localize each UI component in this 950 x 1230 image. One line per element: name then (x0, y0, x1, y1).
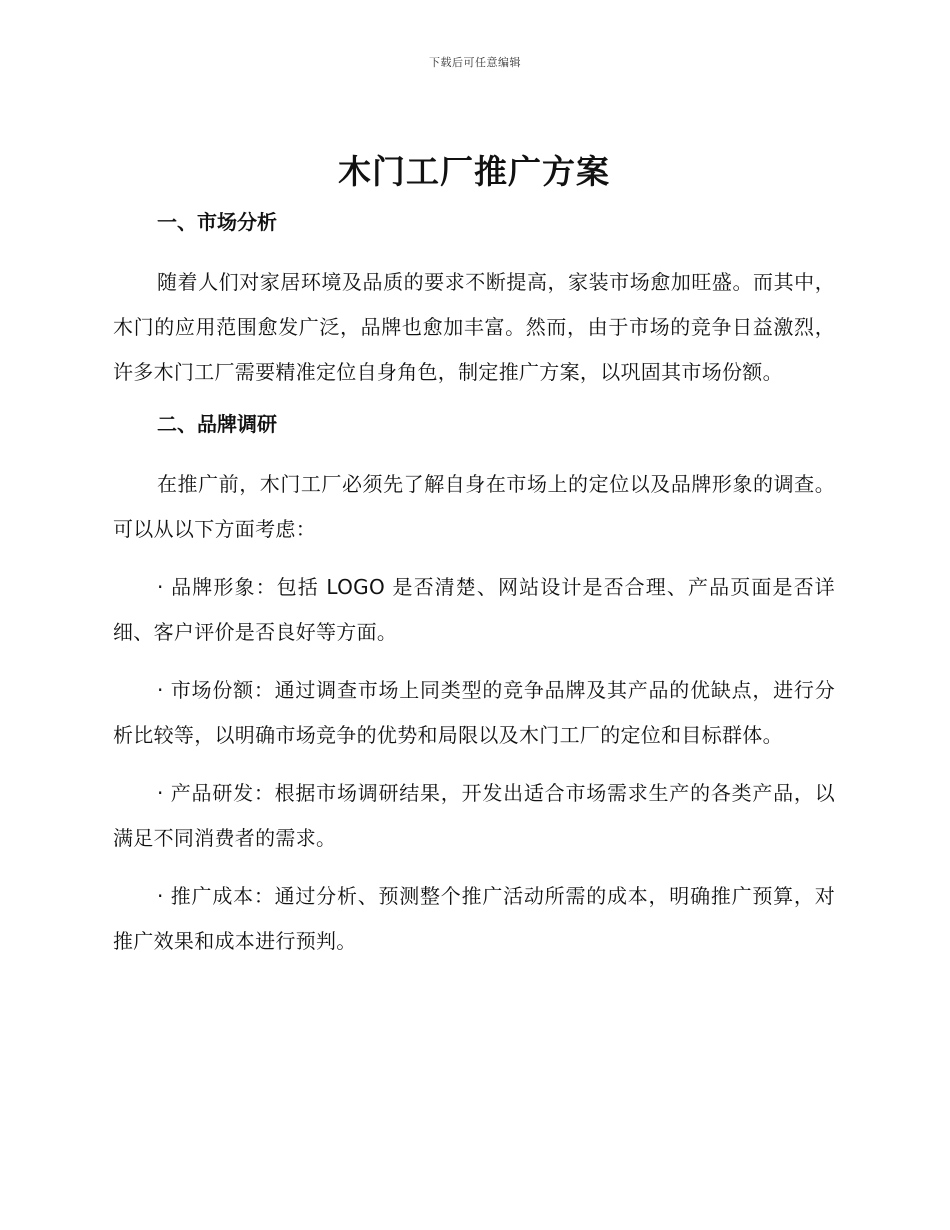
document-title: 木门工厂推广方案 (338, 152, 610, 191)
bullet-paragraph: · 市场份额：通过调查市场上同类型的竞争品牌及其产品的优缺点，进行分析比较等，以明确市场竞争的优势和局限以及木门工厂的定位和目标群体。 (113, 678, 835, 747)
section-brand-research (113, 408, 835, 964)
paragraph: 随着人们对家居环境及品质的要求不断提高，家装市场愈加旺盛。而其中，木门的应用范围愈发广泛，品牌也愈加丰富。然而，由于市场的竞争日益激烈，许多木门工厂需要精准定位自身角色，制定推广方案，以巩固其市场份额。 (113, 270, 835, 384)
section-market-analysis (113, 206, 835, 395)
document-body (113, 150, 835, 977)
bullet-paragraph: · 产品研发：根据市场调研结果，开发出适合市场需求生产的各类产品，以满足不同消费者的需求。 (113, 781, 835, 850)
section-heading: 一、市场分析 (157, 210, 277, 234)
bullet-paragraph: · 品牌形象：包括 LOGO 是否清楚、网站设计是否合理、产品页面是否详细、客户评价是否良好等方面。 (113, 575, 835, 644)
header-note: 下载后可任意编辑 (429, 56, 521, 69)
section-heading: 二、品牌调研 (157, 412, 277, 436)
bullet-paragraph: · 推广成本：通过分析、预测整个推广活动所需的成本，明确推广预算，对推广效果和成本进行预判。 (113, 884, 835, 953)
paragraph: 在推广前，木门工厂必须先了解自身在市场上的定位以及品牌形象的调查。可以从以下方面考虑： (113, 472, 835, 541)
